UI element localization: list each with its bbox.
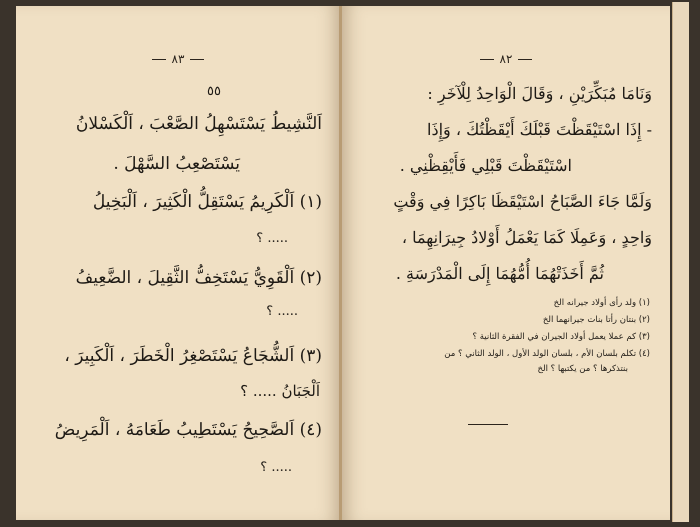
right-page-number [342, 52, 670, 66]
left-line-5: (٢) اَلْقَوِيُّ يَسْتَخِفُّ الثَّقِيلَ ، الضَّعِيفُ [75, 268, 322, 288]
left-line-3: (١) اَلْكَرِيمُ يَسْتَقِلُّ الْكَثِيرَ ، اَلْبَخِيلُ [92, 192, 322, 212]
exercise-4-continued: بنتذكرها ؟ من يكتبها ؟ الخ [537, 364, 628, 374]
left-line-7: (٣) اَلشُّجَاعُ يَسْتَصْغِرُ الْخَطَرَ ، اَلْكَبِيرَ ، [64, 346, 322, 366]
right-page [342, 6, 670, 520]
exercise-4: (٤) تكلم بلسان الأم ، بلسان الولد الأول ، الولد الثاني ؟ من [444, 349, 650, 359]
right-line-6: ثُمَّ أَخَذَتْهُمَا أُمُّهُمَا إِلَى الْمَدْرَسَةِ . [395, 264, 604, 283]
right-line-4: وَلَمَّا جَاءَ الصَّبَاحُ اسْتَيْقَظَا بَاكِرًا فِي وَقْتٍ [393, 192, 652, 211]
right-line-3: اسْتَيْقَظْتَ قَبْلِي فَأَيْقِظْنِي . [399, 156, 572, 175]
left-page-number [16, 52, 340, 66]
right-page-number-text: ٨٢ [499, 52, 513, 66]
right-line-2: - إِذَا اسْتَيْقَظْتَ قَبْلَكَ أَيْقَظْتُكَ ، وَإِذَا [427, 120, 652, 139]
exercise-1: (١) ولد رأى أولاد جيرانه الخ [553, 298, 650, 308]
book-edge [672, 2, 689, 522]
exercise-2: (٢) بنتان رأتا بنات جيرانهما الخ [542, 315, 650, 325]
left-page-number-text: ٨٣ [171, 52, 185, 66]
right-line-5: وَاحِدٍ ، وَعَمِلَا كَمَا يَعْمَلُ أَوْلادُ جِيرَانِهِمَا ، [401, 228, 652, 247]
lesson-number: ٥٥ [207, 84, 221, 99]
left-line-6: ..... ؟ [266, 304, 298, 319]
section-rule [468, 424, 508, 425]
left-line-8: اَلْجَبَانُ ..... ؟ [240, 382, 320, 400]
exercise-3: (٣) كم عملا يعمل أولاد الجيران في الفقرة الثانية ؟ [472, 332, 650, 342]
left-line-9: (٤) اَلصَّحِيحُ يَسْتَطِيبُ طَعَامَهُ ، اَلْمَرِيضُ [54, 420, 322, 440]
left-line-1: اَلنَّشِيطُ يَسْتَسْهِلُ الصَّعْبَ ، اَلْكَسْلانُ [75, 114, 322, 134]
left-line-4: ..... ؟ [256, 231, 288, 246]
right-line-1: وَنَامَا مُبَكِّرَيْنِ ، وَقَالَ الْوَاحِدُ لِلْآخَرِ : [427, 84, 652, 103]
left-page [16, 6, 340, 520]
left-line-2: يَسْتَصْعِبُ السَّهْلَ . [113, 154, 240, 174]
left-line-10: ..... ؟ [260, 460, 292, 475]
